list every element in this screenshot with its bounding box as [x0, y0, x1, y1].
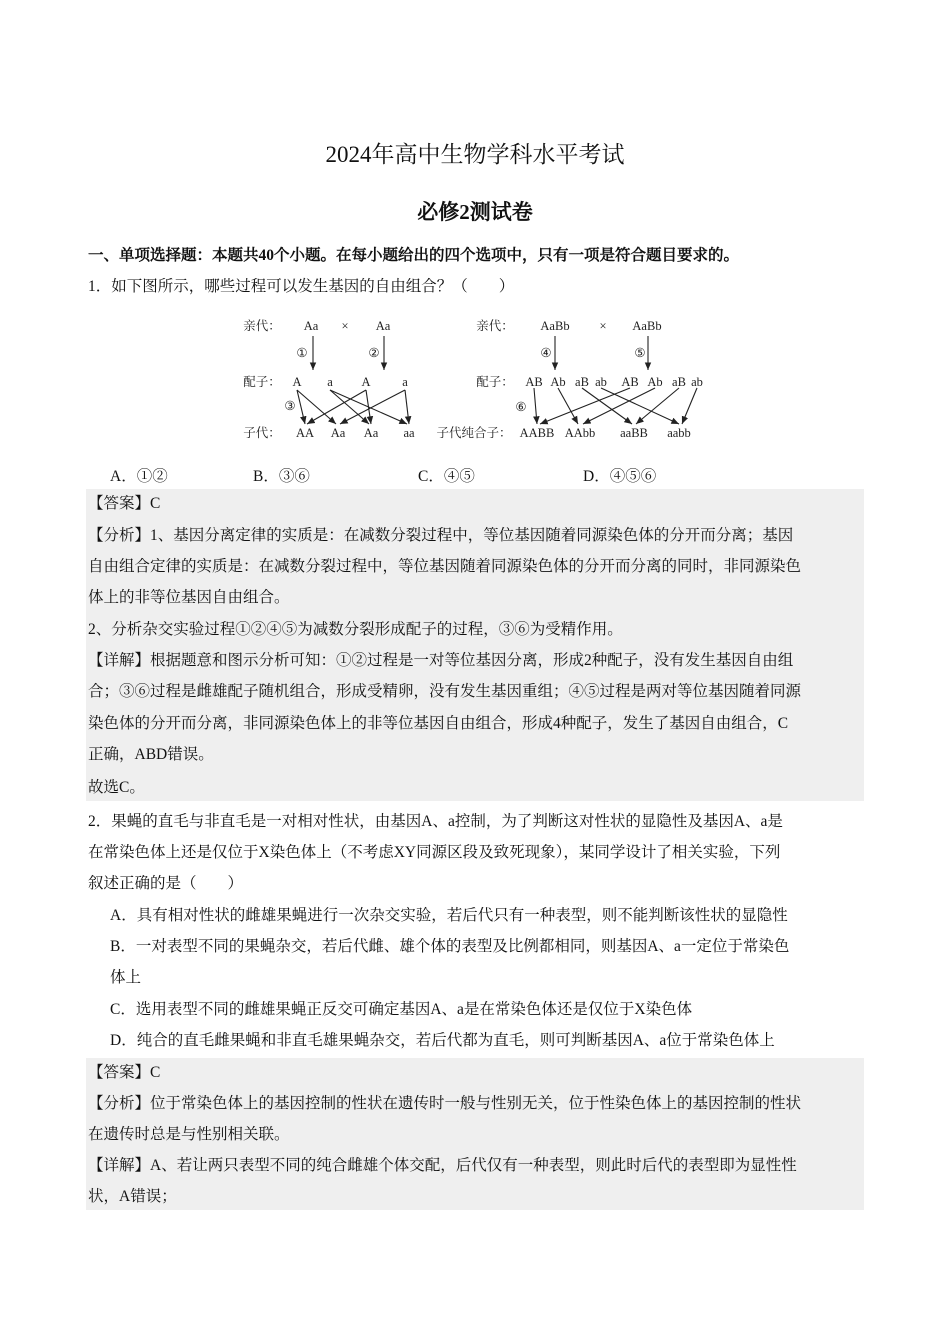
offspring: aa	[403, 426, 415, 440]
genetics-diagram	[0, 0, 950, 460]
option-c: C．④⑤	[418, 468, 475, 485]
analysis: 2、分析杂交实验过程①②④⑤为减数分裂形成配子的过程，③⑥为受精作用。	[88, 621, 623, 638]
option-b: B．一对表型不同的果蝇杂交，若后代雌、雄个体的表型及比例都相同，则基因A、a一定位于常染色	[110, 938, 790, 955]
process-label: ④	[540, 346, 552, 360]
offspring: aabb	[667, 426, 691, 440]
analysis: 在遗传时总是与性别相关联。	[88, 1126, 290, 1143]
conclusion: 故选C。	[88, 779, 145, 796]
cross-symbol: ×	[599, 319, 607, 333]
gamete: ab	[595, 375, 607, 389]
detail: 合；③⑥过程是雌雄配子随机组合，形成受精卵，没有发生基因重组；④⑤过程是两对等位基因随着同源	[88, 683, 802, 700]
gamete: aB	[672, 375, 686, 389]
detail: 【详解】根据题意和图示分析可知：①②过程是一对等位基因分离，形成2种配子，没有发生基因自由组	[88, 652, 794, 669]
detail: 染色体的分开而分离，非同源染色体上的非等位基因自由组合，形成4种配子，发生了基因自由组合，C	[88, 715, 789, 732]
process-label: ②	[368, 346, 380, 360]
offspring: aaBB	[620, 426, 648, 440]
process-label: ①	[296, 346, 308, 360]
parent-genotype: AaBb	[540, 319, 570, 333]
process-label: ③	[284, 399, 296, 413]
gamete: Ab	[647, 375, 663, 389]
gamete: Ab	[550, 375, 566, 389]
offspring-label: 子代：	[243, 426, 281, 440]
gamete: A	[292, 375, 302, 389]
question-1-stem: 1．如下图所示，哪些过程可以发生基因的自由组合？（ ）	[88, 278, 515, 295]
parent-genotype: Aa	[303, 319, 319, 333]
page-subtitle: 必修2测试卷	[417, 200, 533, 224]
gamete: aB	[575, 375, 589, 389]
option-a: A．具有相对性状的雌雄果蝇进行一次杂交实验，若后代只有一种表型，则不能判断该性状的显隐性	[110, 907, 788, 924]
section-heading: 一、单项选择题：本题共40个小题。在每小题给出的四个选项中，只有一项是符合题目要求的。	[88, 247, 740, 264]
question-2-stem: 在常染色体上还是仅位于X染色体上（不考虑XY同源区段及致死现象），某同学设计了相关实验，下列	[88, 844, 781, 861]
detail: 正确，ABD错误。	[88, 746, 214, 763]
detail: 状，A错误；	[88, 1188, 177, 1205]
question-2-stem: 2．果蝇的直毛与非直毛是一对相对性状，由基因A、a控制，为了判断这对性状的显隐性及基因A、a是	[88, 813, 783, 830]
parent-label: 亲代：	[243, 319, 281, 333]
answer: 【答案】C	[88, 495, 161, 512]
gamete: a	[327, 375, 333, 389]
offspring: AAbb	[564, 426, 596, 440]
option-d: D．纯合的直毛雌果蝇和非直毛雄果蝇杂交，若后代都为直毛，则可判断基因A、a位于常染色体上	[110, 1032, 775, 1049]
analysis: 【分析】位于常染色体上的基因控制的性状在遗传时一般与性别无关，位于性染色体上的基因控制的性状	[88, 1095, 802, 1112]
left-diagram	[297, 336, 409, 424]
parent-label: 亲代：	[476, 319, 514, 333]
cross-symbol: ×	[341, 319, 349, 333]
option-d: D．④⑤⑥	[583, 468, 657, 485]
analysis: 自由组合定律的实质是：在减数分裂过程中，等位基因随着同源染色体的分开而分离的同时，非同源染色	[88, 558, 802, 575]
option-a: A．①②	[110, 468, 168, 485]
gamete-label: 配子：	[476, 375, 514, 389]
gamete: AB	[525, 375, 543, 389]
offspring: Aa	[363, 426, 379, 440]
gamete-label: 配子：	[243, 375, 281, 389]
question-2-stem: 叙述正确的是（ ）	[88, 875, 244, 892]
detail: 【详解】A、若让两只表型不同的纯合雌雄个体交配，后代仅有一种表型，则此时后代的表型即为显性性	[88, 1157, 797, 1174]
parent-genotype: Aa	[375, 319, 391, 333]
gamete: AB	[621, 375, 639, 389]
offspring: Aa	[330, 426, 346, 440]
process-label: ⑤	[634, 346, 646, 360]
page-title: 2024年高中生物学科水平考试	[325, 142, 625, 167]
analysis: 【分析】1、基因分离定律的实质是：在减数分裂过程中，等位基因随着同源染色体的分开而分离；基因	[88, 527, 794, 544]
analysis: 体上的非等位基因自由组合。	[88, 589, 290, 606]
offspring: AA	[295, 426, 315, 440]
option-b-cont: 体上	[110, 969, 142, 986]
offspring-label: 子代纯合子：	[436, 426, 512, 440]
answer: 【答案】C	[88, 1064, 161, 1081]
option-c: C．选用表型不同的雌雄果蝇正反交可确定基因A、a是在常染色体还是仅位于X染色体	[110, 1001, 693, 1018]
gamete: ab	[691, 375, 703, 389]
process-label: ⑥	[515, 400, 527, 414]
parent-genotype: AaBb	[632, 319, 662, 333]
option-b: B．③⑥	[253, 468, 310, 485]
offspring: AABB	[519, 426, 555, 440]
gamete: a	[402, 375, 408, 389]
gamete: A	[361, 375, 371, 389]
